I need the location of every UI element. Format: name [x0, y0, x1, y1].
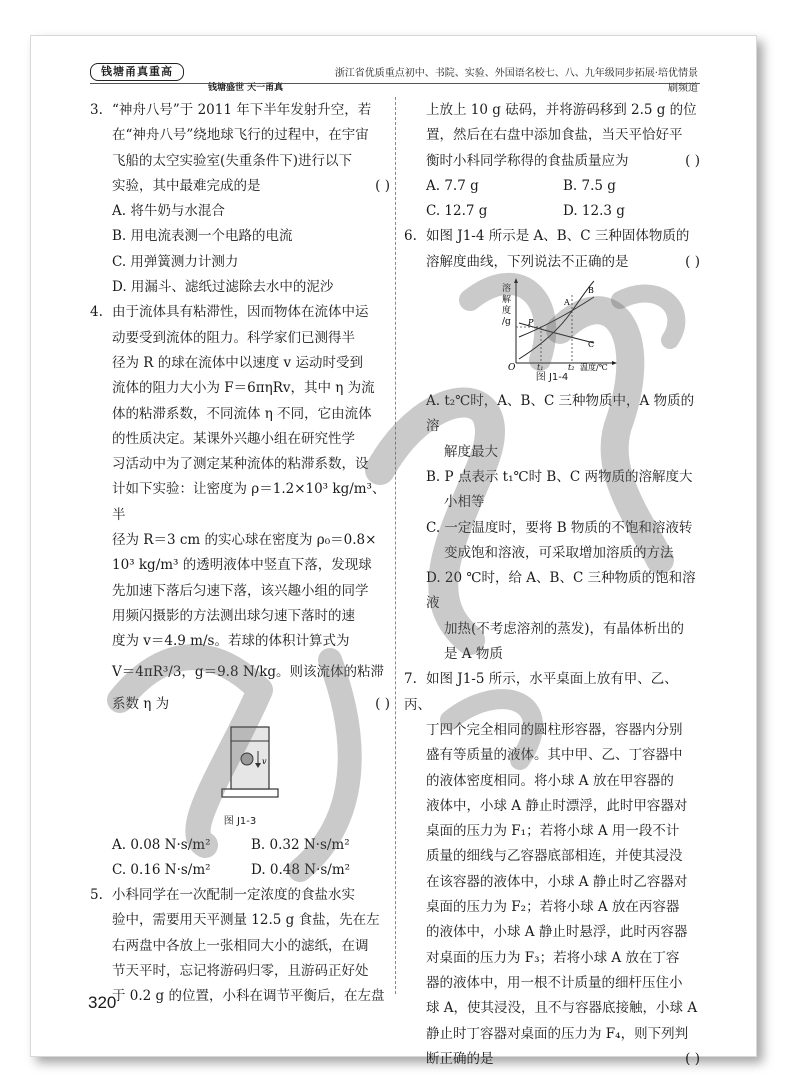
option-d: 是 A 物质 — [444, 646, 503, 663]
q4-line: 系数 η 为 — [112, 695, 170, 712]
q7-line: 质量的细线与乙容器底部相连，并使其浸没 — [426, 848, 683, 865]
option-b: B. 用电流表测一个电路的电流 — [112, 228, 293, 245]
q7-line: 对桌面的压力为 F₃；若将小球 A 放在丁容 — [426, 949, 680, 966]
q4-line: 径为 R＝3 cm 的实心球在密度为 ρ₀＝0.8× — [112, 532, 377, 549]
right-column — [404, 98, 700, 1072]
figure-j1-4 — [404, 275, 700, 371]
question-5 — [90, 883, 390, 1009]
option-b: B. 0.32 N·s/m² — [251, 836, 350, 853]
q4-line: 径为 R 的球在流体中以速度 v 运动时受到 — [112, 354, 363, 371]
q7-line: 盛有等质量的液体。其中甲、乙、丁容器中 — [426, 747, 683, 764]
options-row — [404, 174, 700, 199]
option-b: 小相等 — [444, 494, 485, 511]
q6-line: 如图 J1-4 所示是 A、B、C 三种固体物质的 — [426, 228, 690, 245]
q7-line: 器的液体中，用一根不计质量的细杆压住小 — [426, 974, 683, 991]
q7-line: 丁四个完全相同的圆柱形容器，容器内分别 — [426, 721, 683, 738]
answer-paren: ( ) — [685, 253, 700, 270]
q4-line: 的性质决定。某课外兴趣小组在研究性学 — [112, 430, 355, 447]
options-row — [90, 858, 390, 883]
question-5-continued — [404, 98, 700, 224]
q4-line: 流体的阻力大小为 F＝6πηRv，其中 η 为流 — [112, 380, 375, 397]
question-7 — [404, 667, 700, 1072]
option-a: A. 7.7 g — [426, 177, 479, 194]
option-a: 解度最大 — [444, 443, 498, 460]
curve-b — [519, 297, 594, 337]
t1-label: t₁ — [537, 363, 544, 372]
header-series-title: 浙江省优质重点初中、书院、实验、外国语名校七、八、九年级同步拓展·培优情景刷频道 — [334, 68, 698, 94]
t2-label: t₂ — [568, 363, 575, 372]
cylinder-diagram — [90, 719, 390, 819]
answer-paren: ( ) — [685, 152, 700, 169]
q7-line: 桌面的压力为 F₂；若将小球 A 放在丙容器 — [426, 899, 680, 916]
option-c: C. 0.16 N·s/m² — [112, 861, 211, 878]
q5-line: 小科同学在一次配制一定浓度的食盐水实 — [112, 887, 355, 904]
q4-line: 10³ kg/m³ 的透明液体中竖直下落，发现球 — [112, 557, 372, 574]
q7-line: 液体中，小球 A 静止时漂浮，此时甲容器对 — [426, 797, 688, 814]
option-b: B. 7.5 g — [563, 177, 616, 194]
curve-a-label: A — [564, 298, 570, 308]
q7-line: 如图 J1-5 所示，水平桌面上放有甲、乙、丙、 — [404, 671, 678, 713]
figure-caption: 图 J1-4 — [535, 372, 569, 384]
left-column — [90, 98, 390, 1010]
q7-line: 在该容器的液体中，小球 A 静止时乙容器对 — [426, 873, 688, 890]
figure-j1-3 — [90, 719, 390, 819]
answer-paren: ( ) — [375, 695, 390, 712]
option-a: A. t₂℃时，A、B、C 三种物质中，A 物质的溶 — [426, 393, 695, 435]
q7-line: 的液体中，小球 A 静止时悬浮，此时丙容器 — [426, 924, 688, 941]
page-number: 320 — [88, 993, 117, 1012]
option-c: C. 用弹簧测力计测力 — [112, 253, 239, 270]
question-number: 3. — [90, 102, 103, 118]
question-number: 5. — [90, 887, 103, 904]
q5-line: 右两盘中各放上一张相同大小的滤纸，在调 — [112, 937, 369, 954]
velocity-label: v — [262, 756, 267, 766]
q4-line: V＝4πR³/3，g＝9.8 N/kg。则该流体的粘滞 — [112, 663, 385, 680]
q3-line: 实验，其中最难完成的是 — [112, 177, 261, 194]
option-d: 加热(不考虑溶剂的蒸发)，有晶体析出的 — [444, 620, 685, 637]
q3-line: 在“神舟八号”绕地球飞行的过程中，在宇宙 — [112, 127, 369, 144]
figure-caption: 图 J1-3 — [223, 815, 257, 827]
y-axis-label: 溶 — [502, 284, 512, 295]
q3-line: “神舟八号”于 2011 年下半年发射升空，若 — [112, 102, 372, 118]
option-c: C. 12.7 g — [426, 203, 488, 220]
option-c: 变成饱和溶液，可采取增加溶质的方法 — [444, 544, 674, 561]
option-d: D. 12.3 g — [563, 203, 625, 220]
question-4 — [90, 300, 390, 883]
question-6 — [404, 224, 700, 667]
q4-line: 计如下实验：让密度为 ρ＝1.2×10³ kg/m³、半 — [112, 481, 386, 523]
option-d: D. 0.48 N·s/m² — [251, 861, 351, 878]
q4-line: 习活动中为了测定某种流体的粘滞系数，设 — [112, 456, 369, 473]
q7-line: 断正确的是 — [426, 1050, 494, 1067]
answer-paren: ( ) — [685, 1050, 700, 1067]
question-3 — [90, 98, 390, 300]
curve-b-label: B — [588, 286, 594, 296]
q3-line: 飞船的太空实验室(失重条件下)进行以下 — [112, 152, 353, 169]
solubility-graph — [404, 275, 700, 371]
point-p-label: P — [528, 318, 534, 328]
question-number: 6. — [404, 228, 417, 245]
q5-line: 上放上 10 g 砝码，并将游码移到 2.5 g 的位 — [426, 102, 697, 118]
q7-line: 桌面的压力为 F₁；若将小球 A 用一段不计 — [426, 823, 680, 840]
q5-line: 节天平时，忘记将游码归零，且游码正好处 — [112, 963, 369, 980]
option-c: C. 一定温度时，要将 B 物质的不饱和溶液转 — [426, 519, 693, 536]
origin-label: O — [508, 363, 516, 372]
q4-line: 动要受到流体的阻力。科学家们已测得半 — [112, 329, 355, 346]
option-a: A. 将牛奶与水混合 — [112, 203, 225, 220]
x-axis-label: 温度/℃ — [580, 363, 608, 372]
q4-line: 先加速下落后匀速下落，该兴趣小组的同学 — [112, 582, 369, 599]
q4-line: 体的粘滞系数，不同流体 η 不同，它由流体 — [112, 405, 372, 422]
options-row — [90, 833, 390, 858]
question-number: 7. — [404, 671, 417, 688]
q5-line: 于 0.2 g 的位置，小科在调节平衡后，在左盘 — [112, 988, 385, 1005]
header-badge: 钱塘甬真重高 — [90, 63, 184, 81]
options-row — [404, 199, 700, 224]
option-d: D. 20 ℃时，给 A、B、C 三种物质的饱和溶液 — [426, 570, 696, 612]
y-axis-label: 解 — [502, 295, 512, 306]
question-number: 4. — [90, 304, 103, 321]
header-rule — [90, 83, 700, 84]
option-d: D. 用漏斗、滤纸过滤除去水中的泥沙 — [112, 279, 334, 296]
q6-line: 溶解度曲线，下列说法不正确的是 — [426, 253, 629, 270]
q4-line: 由于流体具有粘滞性，因而物体在流体中运 — [112, 304, 369, 321]
q5-line: 验中，需要用天平测量 12.5 g 食盐，先在左 — [112, 912, 380, 929]
q4-line: 用频闪摄影的方法测出球匀速下落时的速 — [112, 607, 355, 624]
header-subtitle: 钱塘盛世 天一甬真 — [208, 83, 284, 93]
answer-paren: ( ) — [375, 177, 390, 194]
q7-line: 静止时丁容器对桌面的压力为 F₄，则下列判 — [426, 1025, 689, 1042]
option-b: B. P 点表示 t₁℃时 B、C 两物质的溶解度大 — [426, 468, 693, 485]
option-a: A. 0.08 N·s/m² — [112, 836, 211, 853]
curve-c-label: C — [588, 340, 595, 350]
q7-line: 的液体密度相同。将小球 A 放在甲容器的 — [426, 772, 674, 789]
column-divider — [395, 97, 396, 994]
y-axis-label: 度 — [502, 306, 512, 317]
q7-line: 球 A，使其浸没，且不与容器底接触，小球 A — [426, 1000, 698, 1017]
q5-line: 置，然后在右盘中添加食盐，当天平恰好平 — [426, 127, 683, 144]
q4-line: 度为 v＝4.9 m/s。若球的体积计算式为 — [112, 633, 350, 650]
falling-ball — [241, 753, 253, 765]
y-axis-label: /g — [502, 317, 511, 328]
q5-line: 衡时小科同学称得的食盐质量应为 — [426, 152, 629, 169]
